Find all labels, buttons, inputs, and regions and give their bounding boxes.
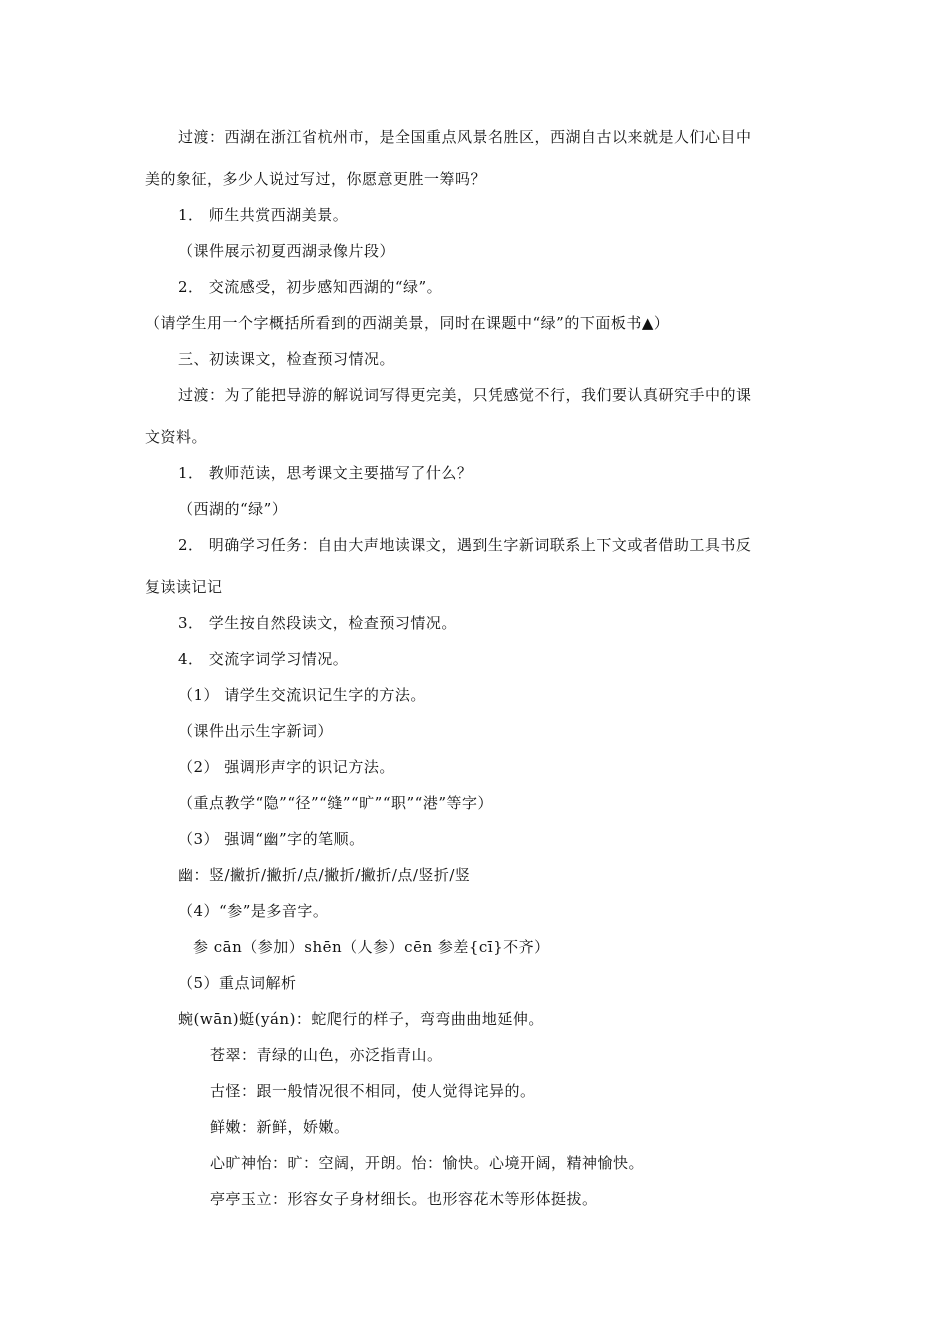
stroke-order-you: 幽：竖/撇折/撇折/点/撇折/撇折/点/竖折/竖 (178, 866, 471, 884)
sub-item-4: （4）“参”是多音字。 (178, 902, 329, 920)
paragraph-transition2-line1: 过渡：为了能把导游的解说词写得更完美，只凭感觉不行，我们要认真研究手中的课 (178, 386, 752, 404)
step-1-teacher-reading: 1． 教师范读，思考课文主要描写了什么？ (178, 464, 473, 482)
paragraph-transition2-line2: 文资料。 (145, 428, 208, 446)
word-wanyan: 蜿(wān)蜓(yán)：蛇爬行的样子，弯弯曲曲地延伸。 (178, 1010, 544, 1028)
note-one-word-summary: （请学生用一个字概括所看到的西湖美景，同时在课题中“绿”的下面板书▲） (145, 314, 670, 332)
word-xiannen: 鲜嫩：新鲜，娇嫩。 (210, 1118, 350, 1136)
note-courseware-video: （课件展示初夏西湖录像片段） (178, 242, 396, 260)
word-tingtingyuli: 亭亭玉立：形容女子身材细长。也形容花木等形体挺拔。 (210, 1190, 598, 1208)
note-key-characters: （重点教学“隐”“径”“缝”“旷”“职”“港”等字） (178, 794, 494, 812)
polyphone-can: 参 cān（参加）shēn（人参）cēn 参差{cī}不齐） (193, 938, 550, 956)
step-2-exchange: 2． 交流感受，初步感知西湖的“绿”。 (178, 278, 443, 296)
step-3-read-paragraphs: 3． 学生按自然段读文，检查预习情况。 (178, 614, 457, 632)
step-2-task-line2: 复读读记记 (145, 578, 223, 596)
step-4-vocabulary: 4． 交流字词学习情况。 (178, 650, 349, 668)
sub-item-3: （3） 强调“幽”字的笔顺。 (178, 830, 365, 848)
word-guguai: 古怪：跟一般情况很不相同，使人觉得诧异的。 (210, 1082, 536, 1100)
sub-item-5: （5）重点词解析 (178, 974, 297, 992)
note-courseware-words: （课件出示生字新词） (178, 722, 334, 740)
paragraph-transition-line2: 美的象征，多少人说过写过，你愿意更胜一筹吗？ (145, 170, 487, 188)
word-cangcui: 苍翠：青绿的山色，亦泛指青山。 (210, 1046, 443, 1064)
step-2-task-line1: 2． 明确学习任务：自由大声地读课文，遇到生字新词联系上下文或者借助工具书反 (178, 536, 752, 554)
sub-item-2: （2） 强调形声字的识记方法。 (178, 758, 395, 776)
step-1-appreciate: 1． 师生共赏西湖美景。 (178, 206, 349, 224)
paragraph-transition-line1: 过渡：西湖在浙江省杭州市，是全国重点风景名胜区，西湖自古以来就是人们心目中 (178, 128, 752, 146)
note-west-lake-green: （西湖的“绿”） (178, 500, 288, 518)
sub-item-1: （1） 请学生交流识记生字的方法。 (178, 686, 426, 704)
section-three-heading: 三、初读课文，检查预习情况。 (178, 350, 396, 368)
word-xinkuangshenyi: 心旷神怡：旷：空阔，开朗。怡：愉快。心境开阔，精神愉快。 (210, 1154, 645, 1172)
